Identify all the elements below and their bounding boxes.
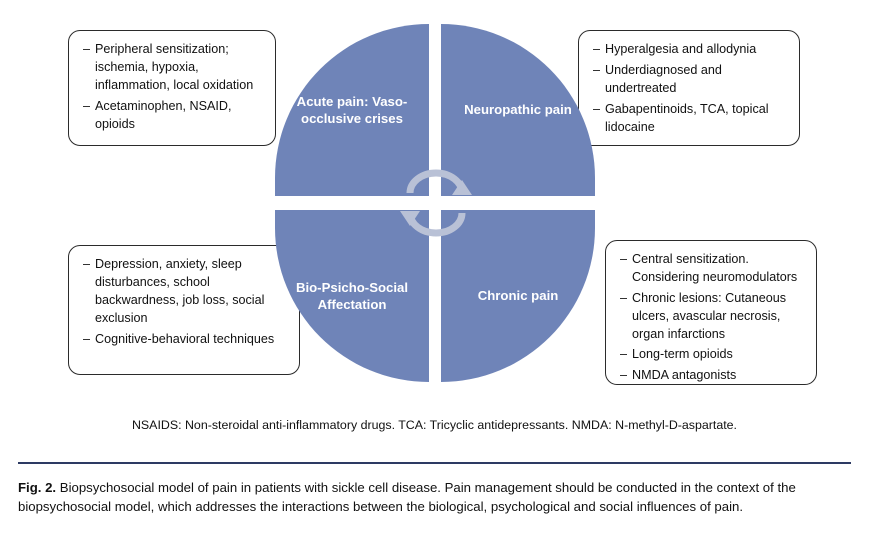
list-item: – Gabapentinoids, TCA, topical lidocaine [593, 101, 787, 137]
list-item: – Depression, anxiety, sleep disturbances, school backwardness, job loss, social exclusion [83, 256, 287, 328]
figure-caption-text: Biopsychosocial model of pain in patients with sickle cell disease. Pain management should be conducted in the context of the biopsychosocial model, which addresses the interactions between the biological, psychological and social influences of pain. [18, 480, 796, 515]
callout-list [620, 251, 804, 385]
list-item: – Underdiagnosed and undertreated [593, 62, 787, 98]
quadrant-chronic-pain [441, 210, 595, 382]
list-item: – Chronic lesions: Cutaneous ulcers, avascular necrosis, organ infarctions [620, 290, 804, 344]
figure-caption [18, 478, 851, 516]
list-item: – Acetaminophen, NSAID, opioids [83, 98, 263, 134]
quadrant-label: Chronic pain [477, 288, 559, 304]
list-item: – NMDA antagonists [620, 367, 804, 385]
abbreviations-note: NSAIDS: Non-steroidal anti-inflammatory drugs. TCA: Tricyclic antidepressants. NMDA: N-methyl-D-aspartate. [131, 418, 738, 432]
callout-neuropathic-pain [578, 30, 800, 146]
pain-model-circle [275, 24, 595, 382]
callout-list [83, 256, 287, 348]
quadrant-acute-pain [275, 24, 429, 196]
quadrant-neuropathic-pain [441, 24, 595, 196]
list-item: – Cognitive-behavioral techniques [83, 331, 287, 349]
callout-biopsychosocial [68, 245, 300, 375]
callout-list [83, 41, 263, 133]
callout-chronic-pain [605, 240, 817, 385]
callout-acute-pain [68, 30, 276, 146]
quadrant-label: Acute pain: Vaso-occlusive crises [296, 93, 408, 126]
quadrant-label: Bio-Psicho-Social Affectation [295, 279, 409, 312]
list-item: – Peripheral sensitization; ischemia, hypoxia, inflammation, local oxidation [83, 41, 263, 95]
list-item: – Hyperalgesia and allodynia [593, 41, 787, 59]
divider [18, 462, 851, 464]
list-item: – Long-term opioids [620, 346, 804, 364]
quadrant-label: Neuropathic pain [464, 102, 572, 118]
callout-list [593, 41, 787, 136]
list-item: – Central sensitization. Considering neuromodulators [620, 251, 804, 287]
figure-label: Fig. 2. [18, 480, 57, 495]
quadrant-biopsychosocial-affectation [275, 210, 429, 382]
